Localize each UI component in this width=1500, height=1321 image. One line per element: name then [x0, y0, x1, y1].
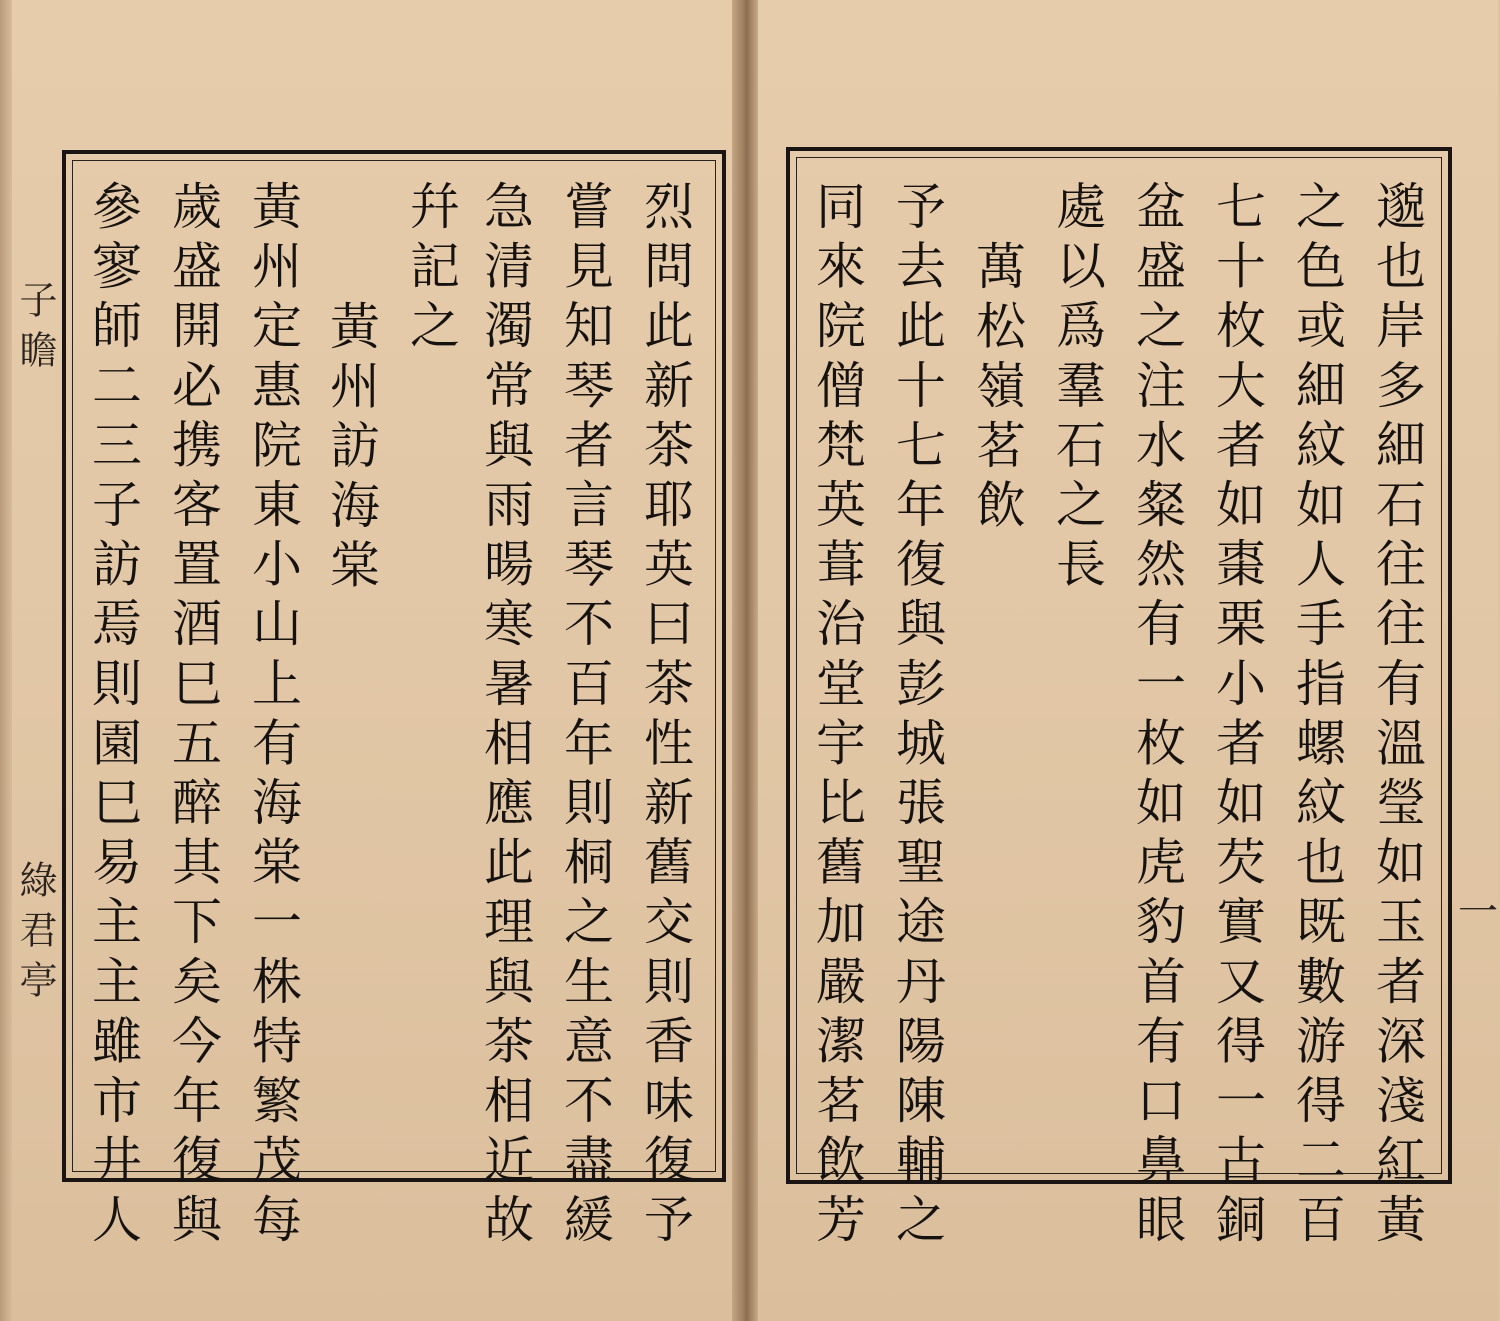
margin-title-author: 子瞻: [13, 280, 57, 380]
left-column-3: 急清濁常與雨暘寒暑相應此理與茶相近故: [476, 180, 534, 1253]
left-section-heading: 黃州訪海棠: [322, 300, 380, 598]
book-gutter: [732, 0, 758, 1321]
right-column-8: 同來院僧梵英葺治堂宇比舊加嚴潔茗飲芳: [808, 180, 866, 1253]
margin-title-publisher: 綠君亭: [13, 860, 57, 1010]
left-column-1: 烈問此新茶耶英曰茶性新舊交則香味復予: [636, 180, 694, 1253]
left-column-8: 參寥師二三子訪焉則園巳易主主雖市井人: [84, 180, 142, 1253]
folio-number: 一: [1458, 889, 1498, 935]
right-column-3: 七十枚大者如棗栗小者如芡實又得一古銅: [1208, 180, 1266, 1253]
left-column-6: 黃州定惠院東小山上有海棠一株特繁茂每: [244, 180, 302, 1253]
right-column-2: 之色或細紋如人手指螺紋也既數游得二百: [1288, 180, 1346, 1253]
right-column-5: 處以爲羣石之長: [1048, 180, 1106, 598]
right-column-1: 邈也岸多細石往往有溫瑩如玉者深淺紅黃: [1368, 180, 1426, 1253]
right-column-7: 予去此十七年復與彭城張聖途丹陽陳輔之: [888, 180, 946, 1253]
left-column-4: 幷記之: [402, 180, 460, 359]
right-column-4: 盆盛之注水粲然有一枚如虎豹首有口鼻眼: [1128, 180, 1186, 1253]
left-column-2: 嘗見知琴者言琴不百年則桐之生意不盡緩: [556, 180, 614, 1253]
left-column-7: 歲盛開必携客置酒巳五醉其下矣今年復與: [164, 180, 222, 1253]
page-edge: [0, 0, 12, 1321]
right-section-heading: 萬松嶺茗飲: [968, 240, 1026, 538]
